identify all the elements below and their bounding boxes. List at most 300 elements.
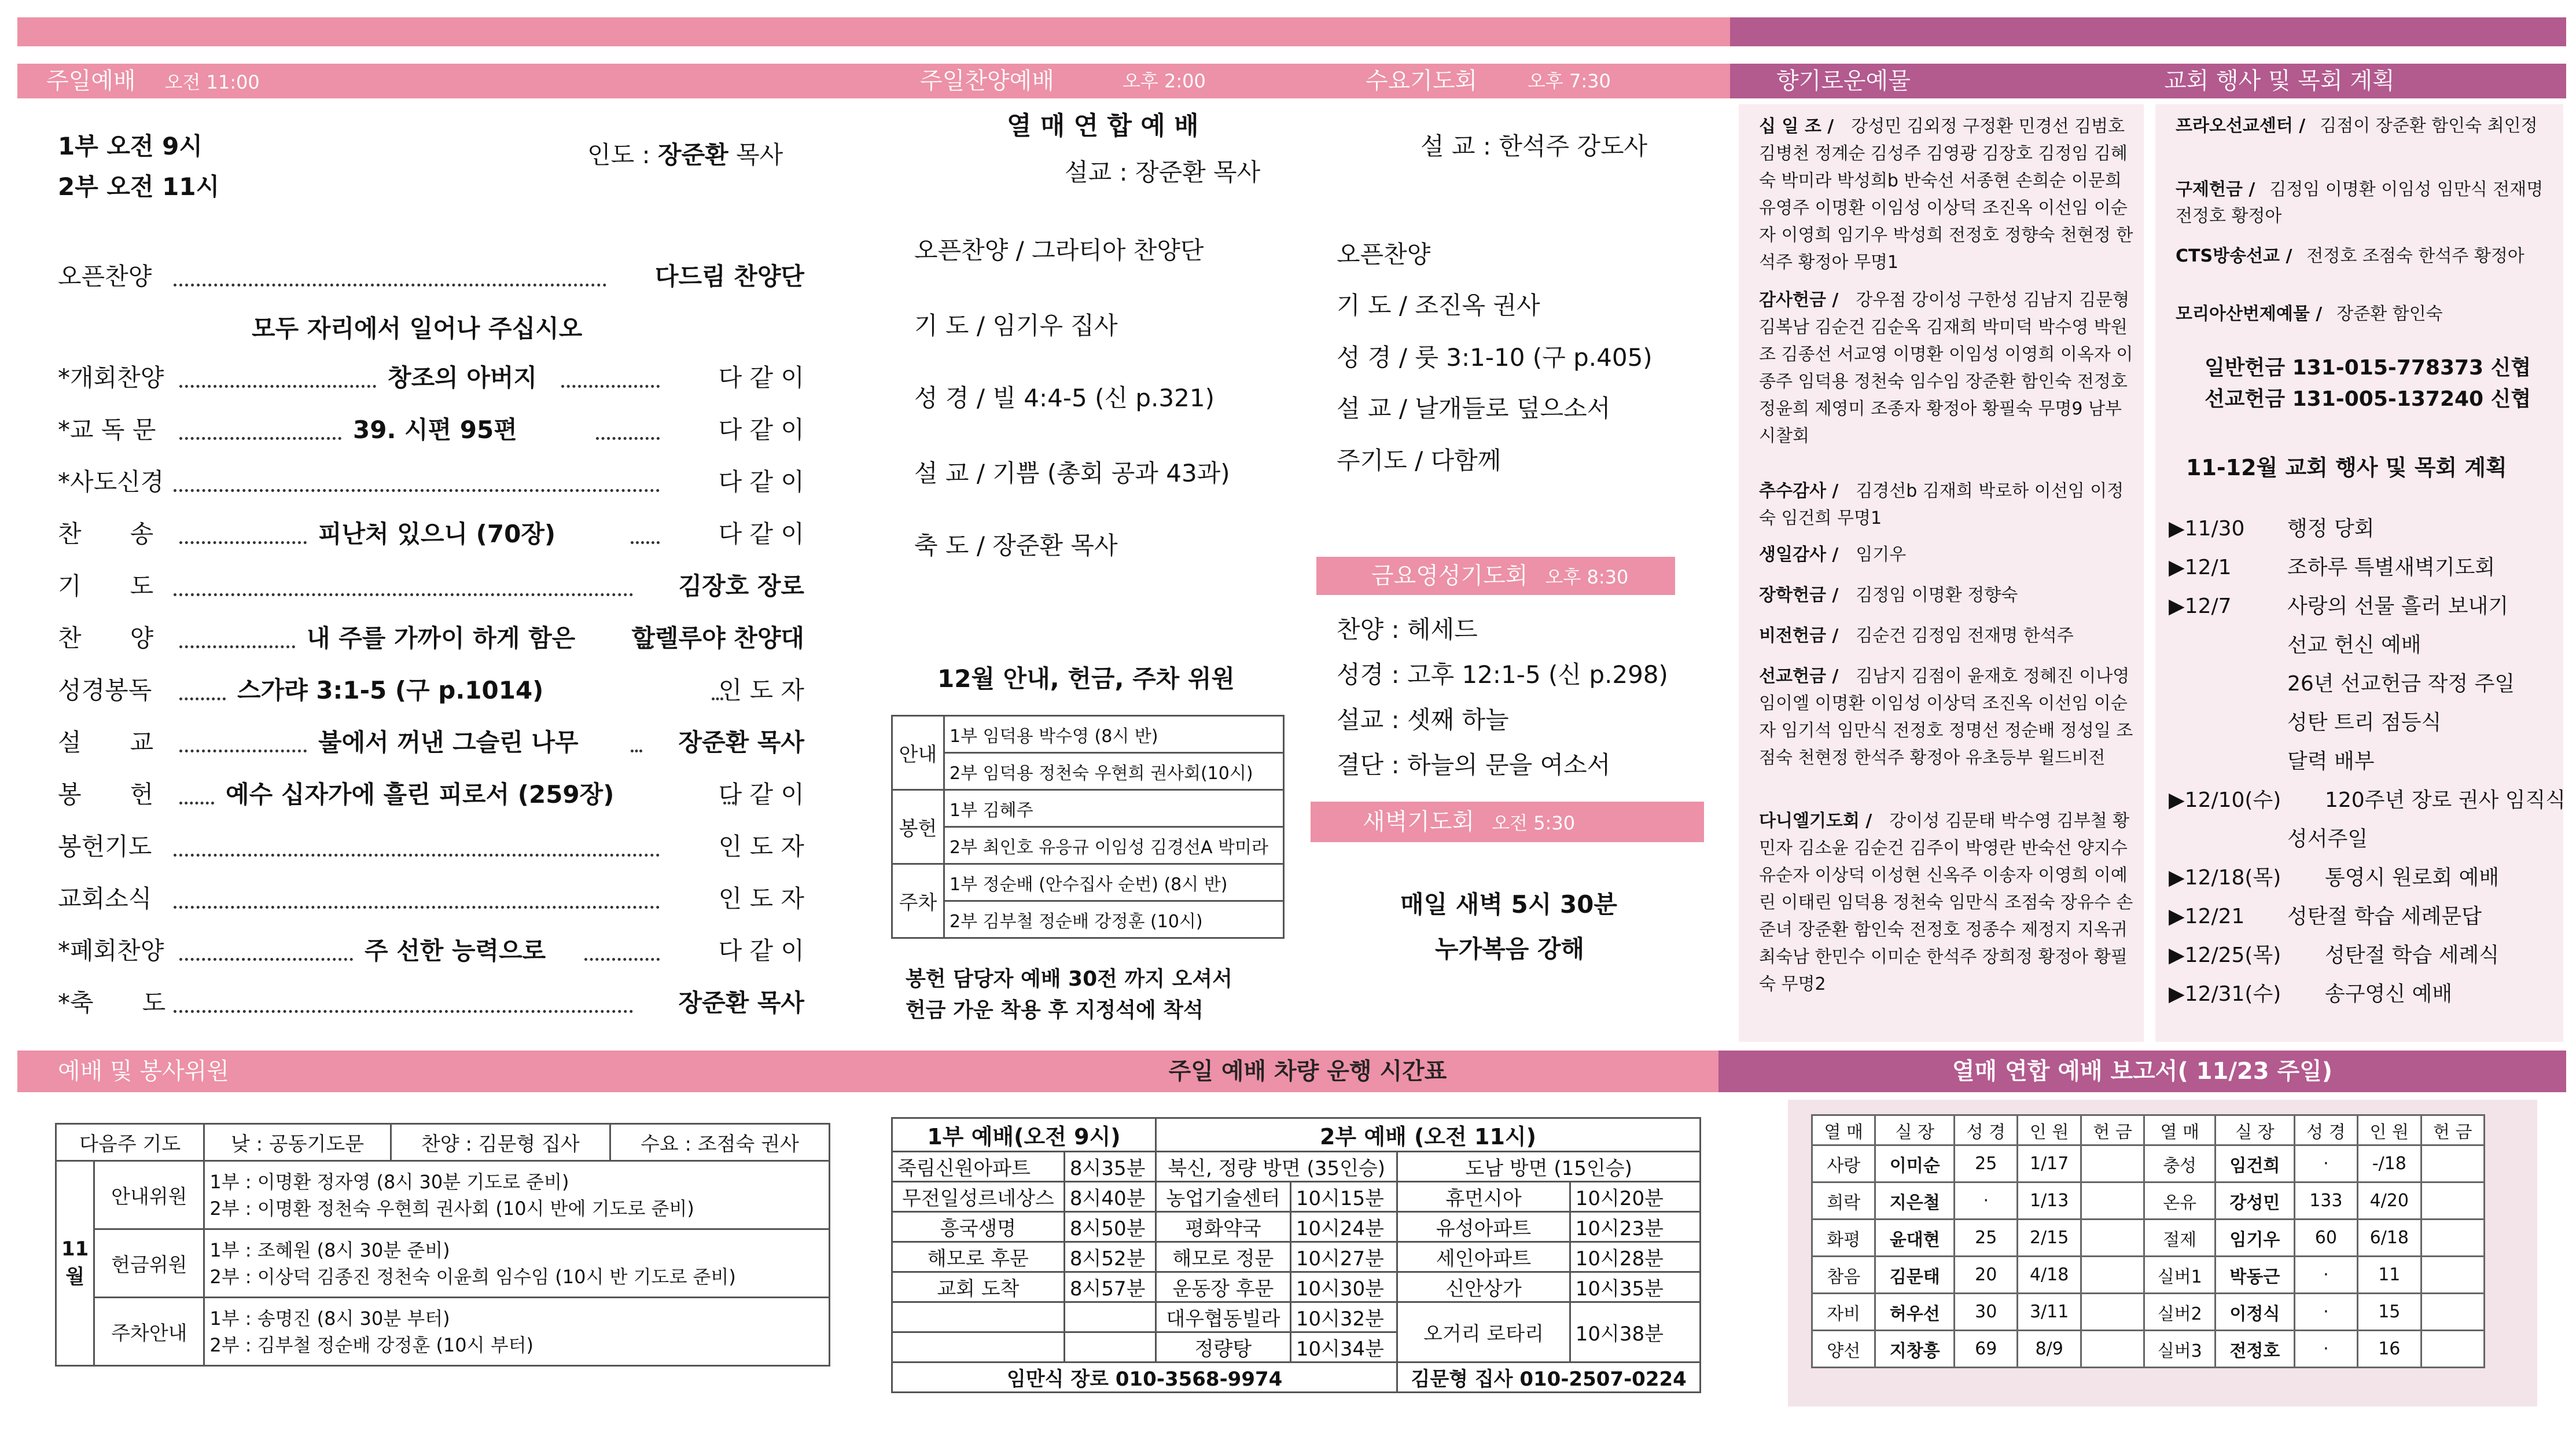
bus-time: 10시34분 (1290, 1332, 1397, 1362)
report-cell (2081, 1220, 2144, 1257)
events-offering-entry (2176, 177, 2557, 230)
report-cell: 허우선 (1875, 1294, 1955, 1331)
report-cell: 16 (2358, 1331, 2421, 1368)
report-cell: 실버1 (2144, 1257, 2216, 1294)
order-label: 설 교 (58, 728, 154, 756)
december-category: 주차 (892, 864, 944, 938)
bus-time: 10시28분 (1570, 1242, 1700, 1272)
order-leader: 다 같 이 (718, 780, 804, 809)
report-header-cell: 열 매 (1812, 1115, 1875, 1145)
report-cell (2081, 1182, 2144, 1220)
order-label: *폐회찬양 (58, 936, 164, 965)
servants-row (56, 1161, 830, 1229)
order-content: 내 주를 가까이 하게 함은 (307, 624, 576, 652)
report-cell: 임건희 (2216, 1145, 2295, 1182)
bus-sub-row (892, 1152, 1701, 1182)
bus-time (1064, 1332, 1155, 1362)
events-offering-label: 구제헌금 / (2176, 179, 2255, 200)
servants-category: 헌금위원 (94, 1229, 204, 1298)
report-cell: 이정식 (2216, 1294, 2295, 1331)
bus-contact-2: 김문형 집사 010-2507-0224 (1397, 1362, 1701, 1393)
worship-part2: 2부 오전 11시 (58, 172, 220, 201)
order-content: 스가랴 3:1-5 (구 p.1014) (237, 676, 544, 704)
report-row (1812, 1294, 2485, 1331)
bus-row (892, 1182, 1701, 1212)
dawn-time: 오전 5:30 (1492, 812, 1576, 834)
order-leader: 다 같 이 (718, 416, 804, 444)
offering-label: 비전헌금 / (1759, 626, 1839, 646)
report-cell: 윤대현 (1875, 1220, 1955, 1257)
worship-band (17, 64, 897, 98)
december-members: 1부 김혜주 (944, 790, 1284, 827)
report-cell (2081, 1294, 2144, 1331)
wed-time: 오후 7:30 (1528, 70, 1611, 92)
servants-line1: 1부 : 조혜원 (8시 30분 준비) (209, 1239, 450, 1261)
report-cell: · (2294, 1257, 2357, 1294)
report-cell (2081, 1331, 2144, 1368)
plan-text: 선교 헌신 예배 (2287, 633, 2422, 657)
leader-title: 목사 (736, 141, 783, 169)
events-offering-names: 김정임 이명환 이임성 임만식 전재명 전정호 황정아 (2176, 179, 2544, 226)
report-cell: 2/15 (2018, 1220, 2081, 1257)
events-offering-names: 장준환 함인숙 (2336, 304, 2443, 324)
order-leader: 인 도 자 (718, 676, 804, 704)
order-leader: 다 같 이 (718, 468, 804, 496)
bus-stop: 신안상가 (1397, 1272, 1570, 1302)
plan-item (2169, 626, 2562, 664)
servants-category: 안내위원 (94, 1161, 204, 1229)
plan-item (2169, 703, 2562, 742)
report-cell: 실버2 (2144, 1294, 2216, 1331)
order-leader: 인 도 자 (718, 884, 804, 913)
bus-header-row (892, 1118, 1701, 1152)
report-row (1812, 1182, 2485, 1220)
plan-text: 성서주일 (2287, 827, 2368, 851)
dawn-title: 새벽기도회 (1363, 809, 1475, 835)
report-band (1718, 1051, 2566, 1092)
order-content: 주 선한 능력으로 (365, 936, 546, 965)
dot-leader (174, 906, 660, 909)
bus-stop: 죽림신원아파트 (892, 1152, 1065, 1182)
december-note1: 봉헌 담당자 예배 30전 까지 오셔서 (906, 967, 1232, 991)
report-header-cell: 성 경 (2294, 1115, 2357, 1145)
report-cell (2081, 1257, 2144, 1294)
order-label: 찬 양 (58, 624, 154, 652)
bus-time: 8시50분 (1064, 1212, 1155, 1242)
report-cell: · (2294, 1331, 2357, 1368)
report-cell: 지은철 (1875, 1182, 1955, 1220)
praise-service-title: 열 매 연 합 예 배 (1007, 111, 1199, 141)
report-cell: 자비 (1812, 1294, 1875, 1331)
events-offering-label: 모리아산번제예물 / (2176, 304, 2323, 324)
offering-names: 강우점 강이성 구한성 김남지 김문형 김복남 김순건 김순옥 김재희 박미덕 박수영 박원조 김종선 서교영 이명환 이임성 이영희 이옥자 이종주 임덕용 정천숙 임수임 장준환 함인숙 전정호 정윤희 제영미 조종자 황정아 황필숙 무명9 남부시찰회 (1759, 290, 2133, 446)
dot-leader (631, 541, 660, 544)
dot-leader (179, 385, 376, 388)
report-cell: 사랑 (1812, 1145, 1875, 1182)
report-header-cell: 인 원 (2358, 1115, 2421, 1145)
report-cell: 3/11 (2018, 1294, 2081, 1331)
servants-line1: 1부 : 송명진 (8시 30분 부터) (209, 1307, 450, 1330)
plan-date: ▶12/10(수) (2169, 788, 2281, 812)
bus-header-2: 2부 예배 (오전 11시) (1155, 1118, 1700, 1152)
offering-entry (1759, 807, 2135, 998)
events-offering-names: 전정호 조점숙 한석주 황정아 (2306, 246, 2525, 266)
plan-date: ▶12/25(목) (2169, 943, 2281, 967)
december-table (891, 715, 1285, 939)
order-content: 불에서 꺼낸 그슬린 나무 (318, 728, 579, 756)
bus-stop: 농업기술센터 (1155, 1182, 1290, 1212)
report-row (1812, 1220, 2485, 1257)
report-cell (2421, 1257, 2485, 1294)
plan-item (2169, 975, 2562, 1013)
december-members: 2부 최인호 유응규 이임성 김경선A 박미라 (944, 827, 1284, 864)
plan-text: 통영시 원로회 예배 (2325, 866, 2500, 890)
stand-notice: 모두 자리에서 일어나 주십시오 (252, 314, 583, 343)
plan-date: ▶12/1 (2169, 556, 2232, 579)
fri-item: 설교 : 셋째 하늘 (1337, 706, 1509, 734)
order-label: *사도신경 (58, 468, 164, 496)
december-category: 봉헌 (892, 790, 944, 864)
order-label: 기 도 (58, 572, 154, 600)
report-cell: · (1955, 1182, 2018, 1220)
report-cell: 양선 (1812, 1331, 1875, 1368)
plan-date: ▶12/21 (2169, 905, 2245, 928)
bus-title: 주일 예배 차량 운행 시간표 (1168, 1058, 1447, 1085)
wed-item: 설 교 / 날개들로 덮으소서 (1337, 394, 1611, 423)
december-members: 1부 정순배 (안수집사 순번) (8시 반) (944, 864, 1284, 901)
report-header-cell: 헌 금 (2081, 1115, 2144, 1145)
offering-entry (1759, 541, 2135, 568)
december-row (892, 827, 1284, 864)
december-members: 2부 임덕용 정천숙 우현희 권사회(10시) (944, 753, 1284, 790)
report-cell: 참음 (1812, 1257, 1875, 1294)
order-label: *개회찬양 (58, 363, 164, 392)
bus-stop (892, 1332, 1065, 1362)
plan-item (2169, 781, 2566, 820)
report-header-cell: 실 장 (1875, 1115, 1955, 1145)
report-cell: · (2294, 1294, 2357, 1331)
report-header-cell: 열 매 (2144, 1115, 2216, 1145)
bus-time: 8시52분 (1064, 1242, 1155, 1272)
plan-item (2169, 742, 2562, 781)
offering-names: 강성민 김외정 구정환 민경선 김범호 김병천 정계순 김성주 김영광 김장호 김정임 김혜숙 박미라 박성희b 반숙선 서종현 손희순 이문희 유영주 이명환 이임성 이상덕 조진옥 이선임 이순자 이영희 임기우 박성희 전정호 정향숙 천현정 한석주 황정아 무명1 (1759, 116, 2133, 273)
bus-stop: 해모로 후문 (892, 1242, 1065, 1272)
praise-item: 성 경 / 빌 4:4-5 (신 p.321) (914, 384, 1215, 412)
offering-label: 추수감사 / (1759, 481, 1839, 501)
wed-item: 오픈찬양 (1337, 240, 1431, 269)
offering-label: 선교헌금 / (1759, 666, 1839, 686)
events-offering-names: 김점이 장준환 함인숙 최인정 (2320, 116, 2538, 136)
bus-stop: 교회 도착 (892, 1272, 1065, 1302)
top-stripe-pink (17, 17, 1730, 46)
bus-contact-row (892, 1362, 1701, 1393)
bus-stop: 무전일성르네상스 (892, 1182, 1065, 1212)
report-cell: 25 (1955, 1220, 2018, 1257)
report-row (1812, 1331, 2485, 1368)
dot-leader (179, 697, 226, 700)
order-content: 예수 십자가에 흘린 피로서 (259장) (226, 780, 614, 809)
bus-table (891, 1117, 1701, 1393)
plan-date: ▶12/18(목) (2169, 866, 2281, 890)
bus-band (897, 1051, 1718, 1092)
worship-part1: 1부 오전 9시 (58, 132, 203, 160)
bus-stop: 평화약국 (1155, 1212, 1290, 1242)
report-cell: 희락 (1812, 1182, 1875, 1220)
praise-title: 주일찬양예배 (920, 68, 1054, 94)
report-cell: 박동근 (2216, 1257, 2295, 1294)
dot-leader (179, 750, 307, 752)
bus-time: 10시23분 (1570, 1212, 1700, 1242)
servants-header-cell: 다음주 기도 (56, 1124, 204, 1161)
bus-stop: 세인아파트 (1397, 1242, 1570, 1272)
dot-leader (561, 385, 660, 388)
events-title: 교회 행사 및 목회 계획 (2164, 68, 2395, 94)
servants-header-cell: 수요 : 조점숙 권사 (610, 1124, 829, 1161)
december-row (892, 790, 1284, 827)
plan-item (2169, 897, 2562, 936)
bus-row (892, 1212, 1701, 1242)
december-row (892, 753, 1284, 790)
report-cell: 133 (2294, 1182, 2357, 1220)
report-header-cell: 인 원 (2018, 1115, 2081, 1145)
plan-item (2169, 548, 2562, 587)
report-cell: 20 (1955, 1257, 2018, 1294)
offering-label: 생일감사 / (1759, 545, 1839, 565)
plan-text: 달력 배부 (2287, 750, 2375, 773)
servants-members (204, 1298, 830, 1366)
report-cell: 4/18 (2018, 1257, 2081, 1294)
dawn-line1: 매일 새벽 5시 30분 (1400, 890, 1617, 919)
bus-time: 10시20분 (1570, 1182, 1700, 1212)
wed-item: 성 경 / 룻 3:1-10 (구 p.405) (1337, 343, 1653, 372)
bus-stop: 오거리 로타리 (1397, 1302, 1570, 1362)
report-cell: 6/18 (2358, 1220, 2421, 1257)
bus-time: 8시57분 (1064, 1272, 1155, 1302)
dot-leader (179, 958, 353, 961)
servants-members (204, 1161, 830, 1229)
order-label: *교 독 문 (58, 416, 156, 444)
dot-leader (179, 802, 214, 805)
december-row (892, 864, 1284, 901)
order-leader: 다드림 찬양단 (654, 262, 804, 291)
bus-stop (892, 1302, 1065, 1332)
bus-time: 10시15분 (1290, 1182, 1397, 1212)
report-cell: 지창흥 (1875, 1331, 1955, 1368)
order-leader: 다 같 이 (718, 520, 804, 548)
plan-date: ▶12/31(수) (2169, 982, 2281, 1006)
leader-name: 장준환 (658, 141, 728, 169)
report-cell: 임기우 (2216, 1220, 2295, 1257)
servants-band (17, 1051, 897, 1092)
report-cell: 온유 (2144, 1182, 2216, 1220)
dot-leader (174, 284, 606, 287)
order-label: 오픈찬양 (58, 262, 152, 291)
offering-label: 감사헌금 / (1759, 290, 1839, 310)
offering-entry (1759, 663, 2135, 772)
order-leader: 다 같 이 (718, 363, 804, 392)
report-cell: 1/13 (2018, 1182, 2081, 1220)
report-cell: 이미순 (1875, 1145, 1955, 1182)
report-cell: 김문태 (1875, 1257, 1955, 1294)
report-cell: 11 (2358, 1257, 2421, 1294)
plan-text: 성탄절 학습 세례문답 (2287, 905, 2482, 928)
offering-label: 다니엘기도회 / (1759, 811, 1872, 831)
plan-text: 120주년 장로 권사 임직식 (2325, 788, 2566, 812)
order-leader: 할렐루야 찬양대 (631, 624, 804, 652)
bus-row (892, 1302, 1701, 1332)
plan-item (2169, 820, 2562, 858)
servants-line2: 2부 : 이상덕 김종진 정천숙 이윤희 임수임 (10시 반 기도로 준비) (209, 1265, 736, 1288)
fri-item: 성경 : 고후 12:1-5 (신 p.298) (1337, 660, 1668, 689)
order-label: 성경봉독 (58, 676, 152, 704)
fri-title: 금요영성기도회 (1371, 563, 1528, 589)
praise-item: 설 교 / 기쁨 (총회 공과 43과) (914, 459, 1230, 487)
events-offering-entry (2176, 113, 2557, 139)
dot-leader (631, 750, 642, 752)
offering-entry (1759, 478, 2135, 532)
dawn-line2: 누가복음 강해 (1435, 935, 1585, 963)
order-content: 창조의 아버지 (388, 363, 538, 392)
top-stripe-purple (1730, 17, 2566, 46)
offering-entry (1759, 622, 2135, 649)
worship-title: 주일예배 (46, 68, 136, 94)
bus-time (1064, 1302, 1155, 1332)
order-content: 39. 시편 95편 (353, 416, 517, 444)
report-cell: 화평 (1812, 1220, 1875, 1257)
servants-line1: 1부 : 이명환 정자영 (8시 30분 기도로 준비) (209, 1170, 569, 1193)
offering-names: 김순건 김정임 전재명 한석주 (1856, 626, 2074, 646)
report-row (1812, 1257, 2485, 1294)
report-cell: 실버3 (2144, 1331, 2216, 1368)
offering-label: 십 일 조 / (1759, 116, 1834, 137)
december-note2: 헌금 가운 착용 후 지정석에 착석 (906, 998, 1204, 1022)
order-content: 피난처 있으니 (70장) (318, 520, 556, 548)
praise-time: 오후 2:00 (1123, 70, 1206, 92)
bus-stop: 대우협동빌라 (1155, 1302, 1290, 1332)
servants-line2: 2부 : 이명환 정천숙 우현희 권사회 (10시 반에 기도로 준비) (209, 1197, 694, 1220)
offering-band (1730, 64, 2147, 98)
plan-item (2169, 587, 2562, 626)
bus-time: 10시35분 (1570, 1272, 1700, 1302)
dot-leader (174, 1010, 633, 1013)
plan-item (2169, 936, 2562, 975)
plan-text: 사랑의 선물 흘러 보내기 (2287, 594, 2509, 618)
offering-names: 김경선b 김재희 박로하 이선임 이정숙 임건희 무명1 (1759, 481, 2124, 528)
servants-row (56, 1229, 830, 1298)
events-band (2147, 64, 2566, 98)
order-leader: 인 도 자 (718, 832, 804, 861)
bus-stop: 유성아파트 (1397, 1212, 1570, 1242)
report-cell: 25 (1955, 1145, 2018, 1182)
bus-time: 8시40분 (1064, 1182, 1155, 1212)
plan-text: 성탄절 학습 세례식 (2325, 943, 2500, 967)
offering-entry (1759, 582, 2135, 609)
report-row (1812, 1145, 2485, 1182)
report-cell (2421, 1182, 2485, 1220)
report-header-cell: 성 경 (1955, 1115, 2018, 1145)
servants-category: 주차안내 (94, 1298, 204, 1366)
dot-leader (179, 541, 307, 544)
praise-preacher: 설교 : 장준환 목사 (1065, 158, 1261, 186)
december-title: 12월 안내, 헌금, 주차 위원 (937, 664, 1235, 693)
offering-names: 강이성 김문태 박수영 김부철 황민자 김소윤 김순건 김주이 박영란 반숙선 양지수 유순자 이상덕 이성현 신옥주 이송자 이영희 이예린 이태린 임덕용 정천숙 임만식 조점숙 장유수 손준녀 장준환 함인숙 전정호 정종수 제정지 지옥귀 최숙남 한민수 이미순 한석주 장희정 황정아 황필숙 무명2 (1759, 811, 2133, 994)
fri-band (1316, 557, 1675, 595)
bus-stop: 해모로 정문 (1155, 1242, 1290, 1272)
worship-leader (587, 139, 783, 171)
offering-names: 김정임 이명환 정향숙 (1856, 585, 2018, 605)
events-offering-label: 프라오선교센터 / (2176, 116, 2306, 136)
report-cell: 1/17 (2018, 1145, 2081, 1182)
report-cell (2421, 1220, 2485, 1257)
dot-leader (174, 489, 660, 492)
plan-text: 조하루 특별새벽기도회 (2287, 556, 2496, 579)
order-label: *축 도 (58, 989, 166, 1017)
servants-header-cell: 낮 : 공동기도문 (204, 1124, 391, 1161)
plan-list (2169, 509, 2566, 1013)
plan-text: 송구영신 예배 (2325, 982, 2453, 1006)
bus-time: 10시24분 (1290, 1212, 1397, 1242)
dot-leader (179, 645, 295, 648)
december-category: 안내 (892, 716, 944, 790)
order-label: 봉 헌 (58, 780, 154, 809)
order-label: 교회소식 (58, 884, 152, 913)
report-cell: 전정호 (2216, 1331, 2295, 1368)
servants-row (56, 1298, 830, 1366)
servants-header-cell: 찬양 : 김문형 집사 (391, 1124, 610, 1161)
praise-band (897, 64, 1730, 98)
servants-members (204, 1229, 830, 1298)
plan-title: 11-12월 교회 행사 및 목회 계획 (2186, 455, 2507, 480)
december-row (892, 716, 1284, 753)
wed-item: 기 도 / 조진옥 권사 (1337, 291, 1540, 319)
bus-route-2: 도남 방면 (15인승) (1397, 1152, 1701, 1182)
servants-line2: 2부 : 김부철 정순배 강정훈 (10시 부터) (209, 1334, 534, 1356)
plan-item (2169, 664, 2562, 703)
bus-time: 10시32분 (1290, 1302, 1397, 1332)
report-cell: · (2294, 1145, 2357, 1182)
wed-preacher: 설 교 : 한석주 강도사 (1421, 132, 1648, 160)
order-leader: 김장호 장로 (678, 572, 804, 600)
december-row (892, 901, 1284, 938)
plan-text: 성탄 트리 점등식 (2287, 711, 2442, 734)
events-offering-entry (2176, 243, 2557, 270)
report-cell (2421, 1331, 2485, 1368)
bus-stop: 휴먼시아 (1397, 1182, 1570, 1212)
order-leader: 장준환 목사 (678, 989, 804, 1017)
offering-entry (1759, 287, 2135, 450)
report-cell: 69 (1955, 1331, 2018, 1368)
plan-text: 26년 선교헌금 작정 주일 (2287, 672, 2515, 696)
plan-text: 행정 당회 (2287, 517, 2375, 541)
plan-date: ▶12/7 (2169, 594, 2232, 618)
events-offering-label: CTS방송선교 / (2176, 246, 2292, 266)
dawn-band (1311, 802, 1704, 842)
bus-time: 10시38분 (1570, 1302, 1700, 1362)
dot-leader (596, 437, 660, 440)
servants-month: 11 월 (56, 1161, 94, 1366)
dot-leader (174, 593, 633, 596)
report-cell (2421, 1145, 2485, 1182)
order-leader: 장준환 목사 (678, 728, 804, 756)
bus-header-1: 1부 예배(오전 9시) (892, 1118, 1156, 1152)
bus-time: 8시35분 (1064, 1152, 1155, 1182)
report-header-cell: 헌 금 (2421, 1115, 2485, 1145)
offering-title: 향기로운예물 (1776, 68, 1911, 94)
plan-date: ▶11/30 (2169, 517, 2245, 541)
bus-row (892, 1242, 1701, 1272)
bus-time: 10시27분 (1290, 1242, 1397, 1272)
plan-item (2169, 858, 2562, 897)
